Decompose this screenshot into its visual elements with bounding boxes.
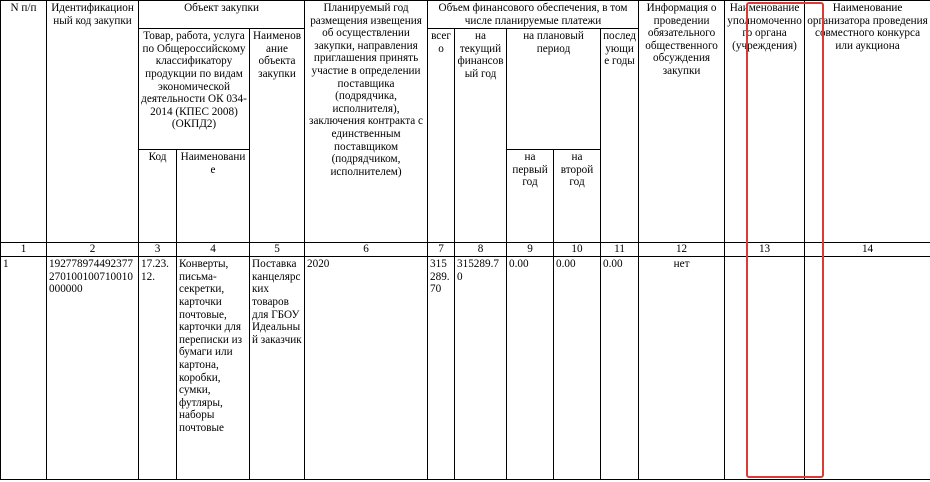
row-okpd-code: 17.23.12. (139, 257, 177, 480)
col-number: 11 (601, 243, 639, 257)
row-first-year: 0.00 (507, 257, 554, 480)
header-object: Объект закупки (139, 1, 305, 29)
table-row (1, 257, 930, 480)
col-number: 2 (47, 243, 139, 257)
header-year: Планируемый год размещения извещения об осуществлении закупки, направления приглашения принять участие в определении поставщика (подрядчика, исполнителя), заключения контракта с единственным поставщиком (подрядчиком, исполнителем) (305, 1, 428, 243)
row-okpd-name: Конверты, письма-секретки, карточки почтовые, карточки для переписки из бумаги или картона, коробки, сумки, футляры, наборы почтовые (177, 257, 250, 480)
col-number: 10 (554, 243, 601, 257)
col-number: 1 (1, 243, 47, 257)
row-total: 315289.70 (428, 257, 455, 480)
row-current: 315289.70 (455, 257, 507, 480)
col-number: 7 (428, 243, 455, 257)
header-object-name: Наименование объекта закупки (250, 29, 305, 243)
header-okpd-code: Код (139, 150, 177, 243)
header-n: N п/п (1, 1, 47, 243)
header-authority: Наименование уполномоченного органа (учреждения) (725, 1, 805, 243)
col-number: 3 (139, 243, 177, 257)
header-total: всего (428, 29, 455, 243)
row-n: 1 (1, 257, 47, 480)
col-number: 5 (250, 243, 305, 257)
header-current: на текущий финансовый год (455, 29, 507, 243)
col-number: 13 (725, 243, 805, 257)
col-number: 14 (805, 243, 930, 257)
row-ikz: 192778974492377270100100710010000000 (47, 257, 139, 480)
row-authority (725, 257, 805, 480)
row-year: 2020 (305, 257, 428, 480)
row-organizer (805, 257, 930, 480)
col-number: 9 (507, 243, 554, 257)
col-number: 12 (639, 243, 725, 257)
header-second-year: на второй год (554, 150, 601, 243)
col-number: 4 (177, 243, 250, 257)
header-organizer: Наименование организатора проведения совместного конкурса или аукциона (805, 1, 930, 243)
row-object-name: Поставка канцелярских товаров для ГБОУ Идеальный заказчик (250, 257, 305, 480)
header-okpd: Товар, работа, услуга по Общероссийскому классификатору продукции по видам экономической деятельности ОК 034-2014 (КПЕС 2008) (ОКПД2) (139, 29, 250, 150)
row-second-year: 0.00 (554, 257, 601, 480)
header-later: последующие годы (601, 29, 639, 243)
row-discussion: нет (639, 257, 725, 480)
header-ikz: Идентификационный код закупки (47, 1, 139, 243)
header-first-year: на первый год (507, 150, 554, 243)
header-planned: на плановый период (507, 29, 601, 150)
col-number: 6 (305, 243, 428, 257)
column-numbers-row (1, 243, 930, 257)
header-discussion: Информация о проведении обязательного общественного обсуждения закупки (639, 1, 725, 243)
row-later: 0.00 (601, 257, 639, 480)
header-finance: Объем финансового обеспечения, в том числе планируемые платежи (428, 1, 639, 29)
header-okpd-name: Наименование (177, 150, 250, 243)
col-number: 8 (455, 243, 507, 257)
